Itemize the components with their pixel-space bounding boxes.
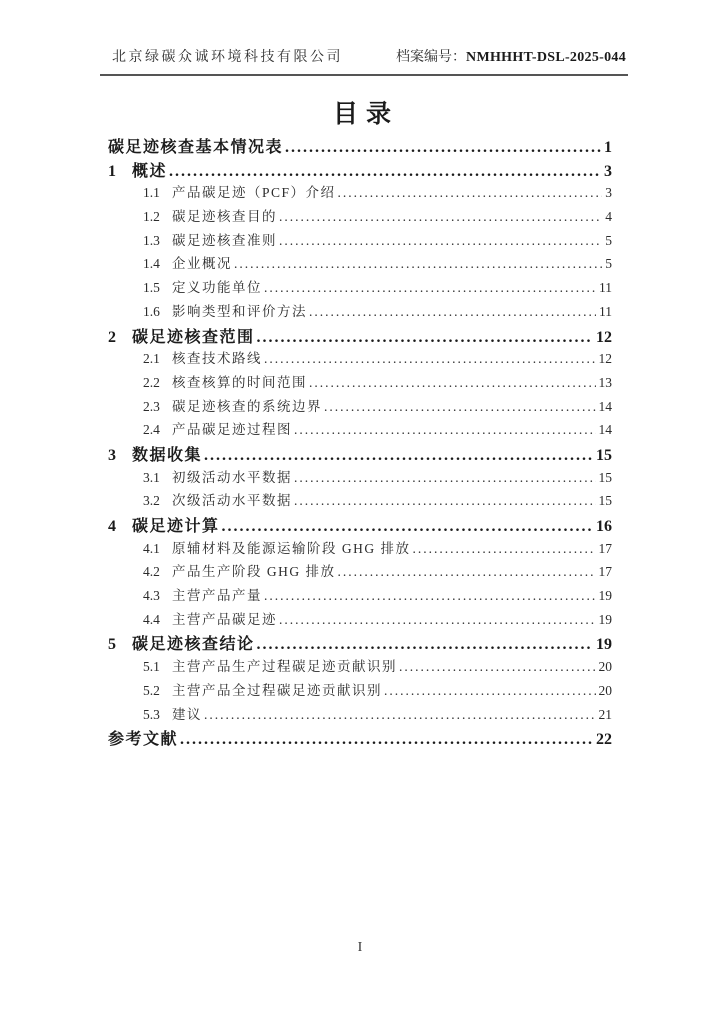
toc-entry[interactable] (108, 300, 612, 324)
toc-entry-page: 14 (598, 422, 612, 438)
toc-entry[interactable] (108, 252, 612, 276)
toc-entry-page: 20 (598, 682, 612, 698)
page-footer (108, 940, 612, 956)
toc-entry-number: 4.4 (143, 611, 160, 627)
archive-code: NMHHHT-DSL-2025-044 (466, 50, 626, 65)
toc-entry-title: 定义功能单位 (172, 280, 262, 296)
toc-entry[interactable] (108, 442, 612, 466)
toc-entry-title: 概述 (132, 162, 168, 180)
toc-entry-title: 初级活动水平数据 (172, 469, 292, 485)
toc-dot-leader (294, 493, 596, 509)
toc-dot-leader (169, 163, 601, 181)
toc-dot-leader (338, 185, 603, 201)
toc-entry-page: 12 (598, 351, 612, 367)
toc-dot-leader (257, 329, 593, 347)
toc-dot-leader (294, 470, 596, 486)
toc-dot-leader (384, 683, 596, 699)
toc-dot-leader (309, 375, 596, 391)
toc-entry-number: 3 (108, 446, 116, 464)
toc-entry-number: 4 (108, 518, 116, 535)
toc-entry-page: 15 (598, 469, 612, 485)
archive-number (396, 46, 626, 66)
toc-entry-title: 主营产品全过程碳足迹贡献识别 (172, 682, 382, 698)
toc-entry-title: 主营产品碳足迹 (172, 611, 277, 627)
toc-entry-number: 4.1 (143, 540, 160, 556)
toc-entry[interactable] (108, 655, 612, 679)
toc-entry[interactable] (108, 347, 612, 371)
toc-entry-page: 15 (596, 446, 612, 464)
toc-entry-title: 碳足迹核查的系统边界 (172, 398, 322, 414)
toc-entry-number: 1.4 (143, 256, 160, 272)
toc-entry-title: 建议 (172, 706, 202, 722)
toc-entry-title: 碳足迹核查结论 (132, 636, 255, 654)
toc-dot-leader (285, 139, 601, 157)
toc-entry-page: 5 (605, 232, 612, 248)
toc-entry[interactable] (108, 205, 612, 229)
toc-dot-leader (180, 731, 593, 749)
page-number: I (357, 940, 363, 955)
toc-entry-number: 1.2 (143, 209, 160, 225)
toc-dot-leader (257, 636, 593, 654)
toc-entry[interactable] (108, 395, 612, 419)
toc-entry[interactable] (108, 466, 612, 490)
toc-entry-number: 1.5 (143, 280, 160, 296)
toc-entry[interactable] (108, 276, 612, 300)
toc-entry-title: 影响类型和评价方法 (172, 303, 307, 319)
toc-dot-leader (279, 233, 602, 249)
toc-entry[interactable] (108, 229, 612, 253)
toc-entry-title: 产品碳足迹过程图 (172, 422, 292, 438)
toc-entry-number: 2.3 (143, 398, 160, 414)
toc-entry[interactable] (108, 560, 612, 584)
toc-dot-leader (204, 447, 593, 465)
toc-entry-number: 5.3 (143, 706, 160, 722)
toc-entry-number: 1.3 (143, 232, 160, 248)
toc-entry-page: 17 (598, 540, 612, 556)
toc-entry[interactable] (108, 134, 612, 158)
toc-entry-number: 1.6 (143, 303, 160, 319)
toc-entry-page: 4 (605, 209, 612, 225)
toc-entry-page: 21 (598, 706, 612, 722)
toc-entry-page: 12 (596, 328, 612, 346)
toc-entry-page: 22 (596, 731, 612, 749)
toc-entry[interactable] (108, 537, 612, 561)
toc-dot-leader (264, 588, 596, 604)
toc-entry[interactable] (108, 158, 612, 182)
toc-entry-title: 数据收集 (132, 446, 203, 464)
toc-dot-leader (234, 256, 602, 272)
toc-dot-leader (264, 351, 596, 367)
toc-entry-number: 4.3 (143, 588, 160, 604)
toc-entry-page: 5 (605, 256, 612, 272)
toc-entry-title: 碳足迹核查目的 (172, 209, 277, 225)
toc-entry-page: 11 (599, 280, 612, 296)
toc-entry-number: 5.2 (143, 682, 160, 698)
toc-entry[interactable] (108, 513, 612, 537)
toc-entry[interactable] (108, 418, 612, 442)
toc-entry-number: 5.1 (143, 659, 160, 675)
toc-entry[interactable] (108, 324, 612, 348)
toc-entry-title: 次级活动水平数据 (172, 493, 292, 509)
toc-entry-number: 1 (108, 162, 116, 180)
toc-entry-page: 19 (596, 636, 612, 654)
toc-dot-leader (294, 422, 596, 438)
toc-entry[interactable] (108, 608, 612, 632)
toc-entry[interactable] (108, 703, 612, 727)
toc-entry-title: 碳足迹核查基本情况表 (108, 139, 284, 156)
toc-entry-title: 原辅材料及能源运输阶段 GHG 排放 (172, 540, 411, 556)
toc-dot-leader (324, 399, 596, 415)
toc-entry-number: 4.2 (143, 564, 160, 580)
toc-entry-page: 15 (598, 493, 612, 509)
toc-entry-title: 核查技术路线 (172, 351, 262, 367)
toc-dot-leader (264, 280, 596, 296)
toc-entry-page: 20 (598, 659, 612, 675)
toc-entry-title: 参考文献 (108, 731, 179, 749)
toc-dot-leader (338, 564, 596, 580)
toc-entry[interactable] (108, 371, 612, 395)
toc-entry-page: 16 (596, 518, 612, 535)
toc-entry-page: 14 (598, 398, 612, 414)
toc-entry-title: 主营产品产量 (172, 588, 262, 604)
toc-entry-title: 碳足迹计算 (132, 518, 220, 535)
toc-dot-leader (399, 659, 596, 675)
toc-entry-number: 5 (108, 636, 116, 654)
toc-dot-leader (309, 304, 596, 320)
toc-entry-title: 碳足迹核查准则 (172, 232, 277, 248)
toc-dot-leader (204, 707, 596, 723)
toc-entry-number: 2.4 (143, 422, 160, 438)
toc-entry[interactable] (108, 181, 612, 205)
toc-entry-title: 主营产品生产过程碳足迹贡献识别 (172, 659, 397, 675)
toc-title: 目录 (332, 101, 399, 128)
toc-entry-title: 产品碳足迹（PCF）介绍 (172, 185, 336, 201)
toc-entry[interactable] (108, 679, 612, 703)
toc-entry-number: 2.1 (143, 351, 160, 367)
toc-entry-page: 19 (598, 611, 612, 627)
toc-dot-leader (279, 209, 602, 225)
toc-entry-number: 3.2 (143, 493, 160, 509)
toc-entry[interactable] (108, 584, 612, 608)
toc-entry[interactable] (108, 631, 612, 655)
toc-entry-page: 11 (599, 303, 612, 319)
toc-list (108, 134, 612, 750)
toc-entry-title: 碳足迹核查范围 (132, 328, 255, 346)
toc-entry-page: 3 (604, 162, 612, 180)
toc-entry-page: 19 (598, 588, 612, 604)
toc-entry[interactable] (108, 489, 612, 513)
toc-entry-title: 核查核算的时间范围 (172, 374, 307, 390)
toc-dot-leader (279, 612, 596, 628)
toc-entry-page: 3 (605, 185, 612, 201)
page-header (100, 46, 628, 76)
toc-entry-title: 产品生产阶段 GHG 排放 (172, 564, 336, 580)
toc-dot-leader (222, 518, 593, 536)
toc-entry-number: 1.1 (143, 185, 160, 201)
toc-entry-page: 13 (598, 374, 612, 390)
company-name: 北京绿碳众诚环境科技有限公司 (112, 50, 343, 65)
toc-entry-page: 17 (598, 564, 612, 580)
toc-entry-number: 2.2 (143, 374, 160, 390)
toc-entry-title: 企业概况 (172, 256, 232, 272)
toc-dot-leader (413, 541, 596, 557)
archive-label: 档案编号： (396, 50, 467, 65)
toc-entry-number: 2 (108, 328, 116, 346)
toc-entry[interactable] (108, 726, 612, 750)
toc-entry-page: 1 (604, 139, 612, 156)
toc-entry-number: 3.1 (143, 469, 160, 485)
